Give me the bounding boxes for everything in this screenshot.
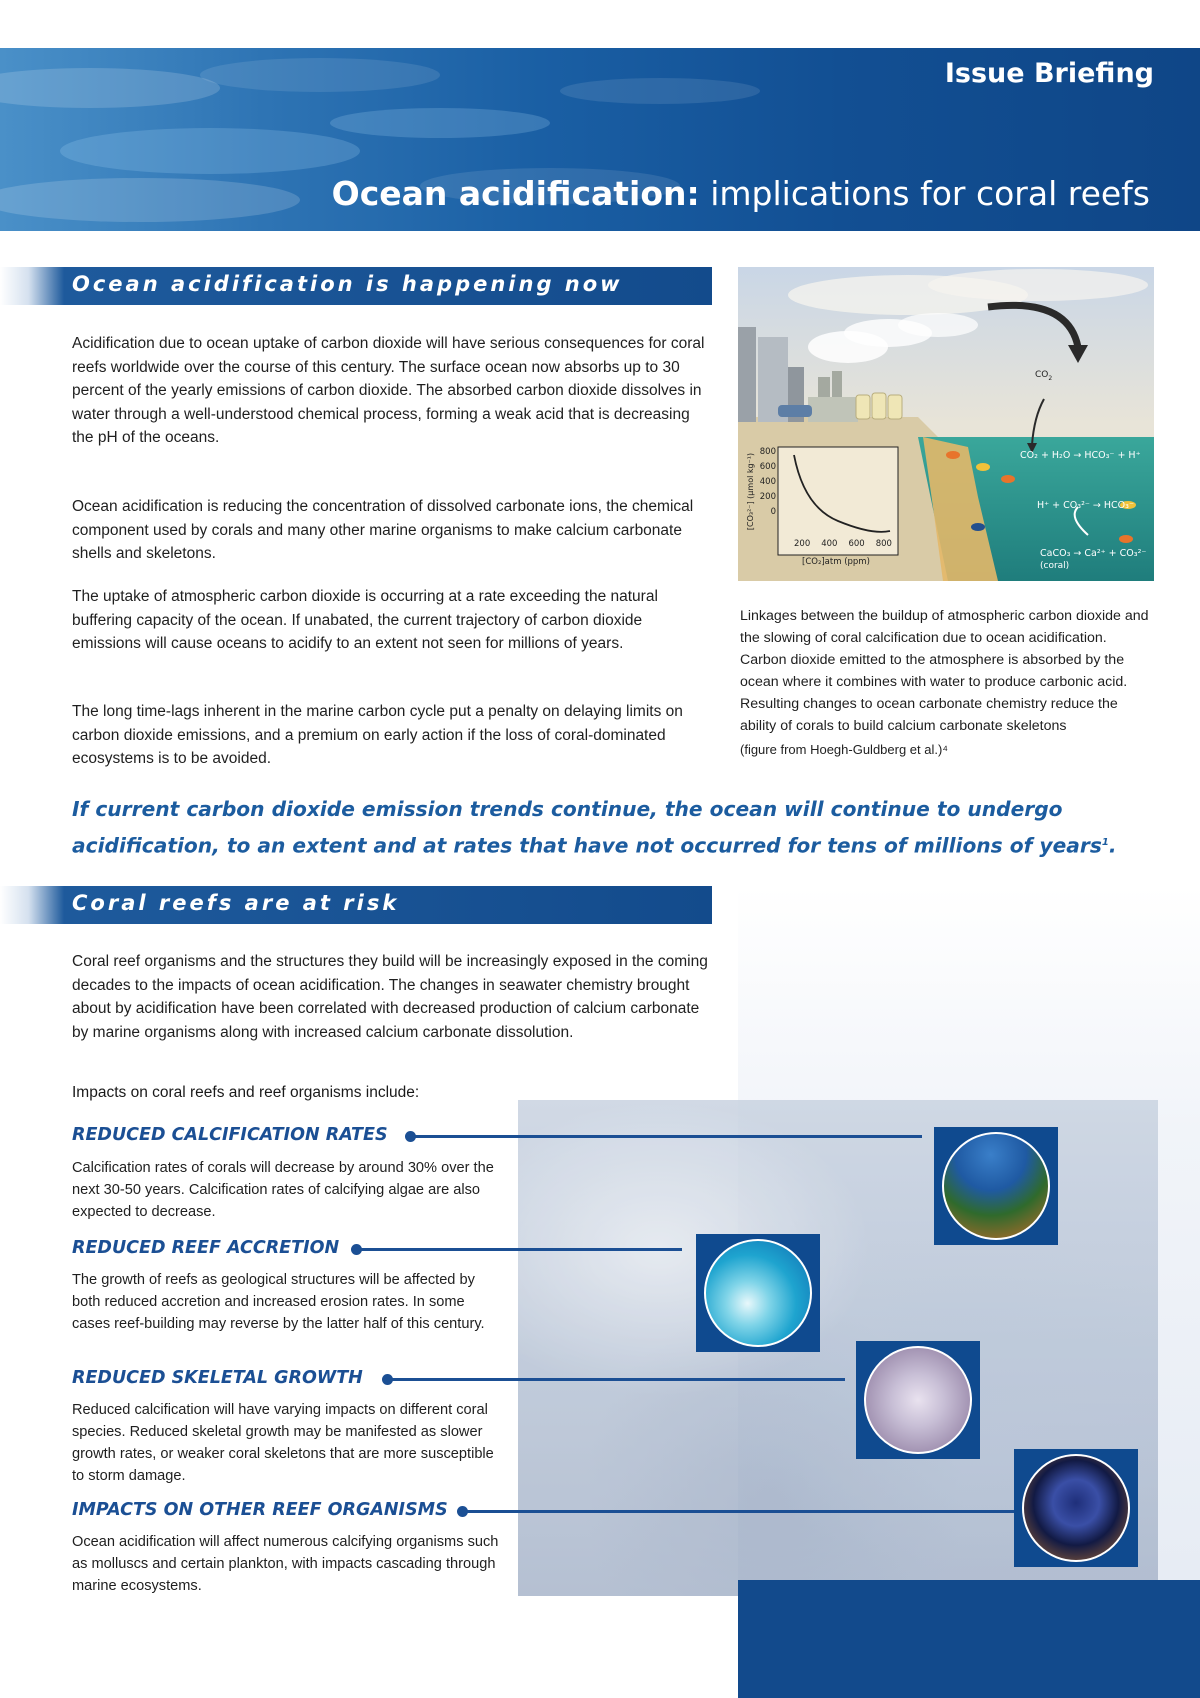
- fish: [1119, 535, 1133, 543]
- giant-clam-photo: [1014, 1449, 1138, 1567]
- wave-highlight: [330, 108, 550, 138]
- connector-line: [410, 1135, 922, 1138]
- fish: [946, 451, 960, 459]
- impact-title: REDUCED REEF ACCRETION: [72, 1238, 340, 1258]
- impact-body: Ocean acidification will affect numerous calcifying organisms such as molluscs and certain plankton, with impacts cascading through marine ecosystems.: [72, 1534, 499, 1594]
- factory: [808, 397, 858, 422]
- smoke: [898, 313, 978, 337]
- impact-title: REDUCED CALCIFICATION RATES: [72, 1125, 388, 1145]
- inset-x-label: [CO₂]atm (ppm): [802, 557, 870, 567]
- impact-body: The growth of reefs as geological structures will be affected by both reduced accretion and increased erosion rates. In some cases reef-building may reverse by the latter half of this century.: [72, 1272, 485, 1332]
- issue-briefing-label: Issue Briefing: [944, 58, 1154, 89]
- wave-highlight: [200, 58, 440, 92]
- impact-body: Calcification rates of corals will decrease by around 30% over the next 30-50 years. Calcification rates of calcifying algae are also expected to decrease.: [72, 1160, 494, 1220]
- impact-title: REDUCED SKELETAL GROWTH: [72, 1368, 363, 1388]
- wave-highlight: [60, 128, 360, 174]
- diagram-illustration: [738, 267, 1154, 581]
- figure-source: (figure from Hoegh-Guldberg et al.)⁴: [740, 742, 948, 757]
- tank: [872, 393, 886, 419]
- figure-caption-text: Linkages between the buildup of atmospheric carbon dioxide and the slowing of coral calcification due to ocean acidification. Carbon dioxide emitted to the atmosphere is absorbed by the ocean where it combines with water to produce carbonic acid. Resulting changes to ocean carbonate chemistry reduce the ability of corals to build calcium carbonate skeletons: [740, 608, 1149, 734]
- inset-y-ticks: 800 600 400 200 0: [759, 447, 776, 517]
- coral-fish-photo: [934, 1127, 1058, 1245]
- section-heading-bar: [0, 267, 712, 305]
- wave-highlight: [0, 68, 220, 108]
- branching-coral-photo: [856, 1341, 980, 1459]
- paragraph: Acidification due to ocean uptake of carbon dioxide will have serious consequences for coral reefs worldwide over the course of this century. The surface ocean now absorbs up to 30 percent of the yearly emissions of carbon dioxide. The absorbed carbon dioxide dissolves in water through a well-understood chemical process, forming a weak acid that is decreasing the pH of the oceans.: [72, 335, 705, 446]
- cloud: [928, 269, 1148, 301]
- tank: [856, 395, 870, 419]
- page-title: [332, 174, 1150, 213]
- paragraph: The uptake of atmospheric carbon dioxide is occurring at a rate exceeding the natural buffering capacity of the ocean. If unabated, the current trajectory of carbon dioxide emissions will cause oceans to acidify to an extent not seen for millions of years.: [72, 588, 658, 652]
- tank: [888, 395, 902, 419]
- fish: [971, 523, 985, 531]
- pull-quote: If current carbon dioxide emission trends continue, the ocean will continue to undergo acidification, to an extent and at rates that have not occurred for tens of millions of years$^1$.: [72, 797, 1117, 858]
- reaction-equation-2: H⁺ + CO₃²⁻ → HCO₃⁻: [1037, 500, 1134, 511]
- connector-line: [387, 1378, 845, 1381]
- impact-body: Reduced calcification will have varying impacts on different coral species. Reduced skeletal growth may be manifested as slower growth rates, or weaker coral skeletons that are more susceptible to storm damage.: [72, 1402, 494, 1484]
- paragraph: Coral reef organisms and the structures they build will be increasingly exposed in the coming decades to the impacts of ocean acidification. The changes in seawater chemistry brought about by acidification have been correlated with decreased production of calcium carbonate by marine organisms along with increased calcium carbonate dissolution.: [72, 953, 708, 1041]
- inset-y-label: [CO₃²⁻] (μmol kg⁻¹): [746, 452, 756, 531]
- pull-quote-footnote: 1: [1101, 837, 1109, 848]
- impacts-intro: Impacts on coral reefs and reef organisms include:: [72, 1084, 420, 1101]
- wave-highlight: [560, 78, 760, 104]
- page-title-bold: Ocean acidification:: [331, 174, 700, 213]
- connector-line: [462, 1510, 1022, 1513]
- section-heading: Coral reefs are at risk: [72, 891, 400, 915]
- reef-aerial-photo: [696, 1234, 820, 1352]
- inset-x-ticks: 200 400 600 800: [794, 539, 892, 549]
- fish: [976, 463, 990, 471]
- connector-line: [356, 1248, 682, 1251]
- car: [778, 405, 812, 417]
- header-banner: [0, 48, 1200, 231]
- pull-quote-text: If current carbon dioxide emission trends continue, the ocean will continue to undergo acidification, to an extent and at rates that have not occurred for tens of millions of years: [72, 797, 1102, 858]
- impact-title: IMPACTS ON OTHER REEF ORGANISMS: [72, 1500, 448, 1520]
- wave-highlight: [0, 178, 300, 222]
- reaction-equation-1: CO₂ + H₂O → HCO₃⁻ + H⁺: [1020, 450, 1141, 461]
- reaction-equation-3-note: (coral): [1040, 561, 1070, 571]
- paragraph: The long time-lags inherent in the marine carbon cycle put a penalty on delaying limits on carbon dioxide emissions, and a premium on early action if the loss of coral-dominated ecosystems is to be avoided.: [72, 703, 683, 767]
- paragraph: Ocean acidification is reducing the concentration of dissolved carbonate ions, the chemical component used by corals and many other marine organisms to make calcium carbonate shells and skeletons.: [72, 498, 694, 562]
- reaction-equation-3: CaCO₃ → Ca²⁺ + CO₃²⁻: [1040, 548, 1147, 559]
- acidification-diagram: [738, 267, 1154, 581]
- section-heading: Ocean acidification is happening now: [72, 272, 623, 296]
- page-title-light: implications for coral reefs: [699, 174, 1150, 213]
- co2-label: $CO_2$: [1035, 370, 1053, 382]
- section-heading-bar: [0, 886, 712, 924]
- building: [738, 327, 756, 422]
- figure-caption: [740, 605, 1154, 761]
- decorative-footer-block: [738, 1580, 1200, 1698]
- fish: [1001, 475, 1015, 483]
